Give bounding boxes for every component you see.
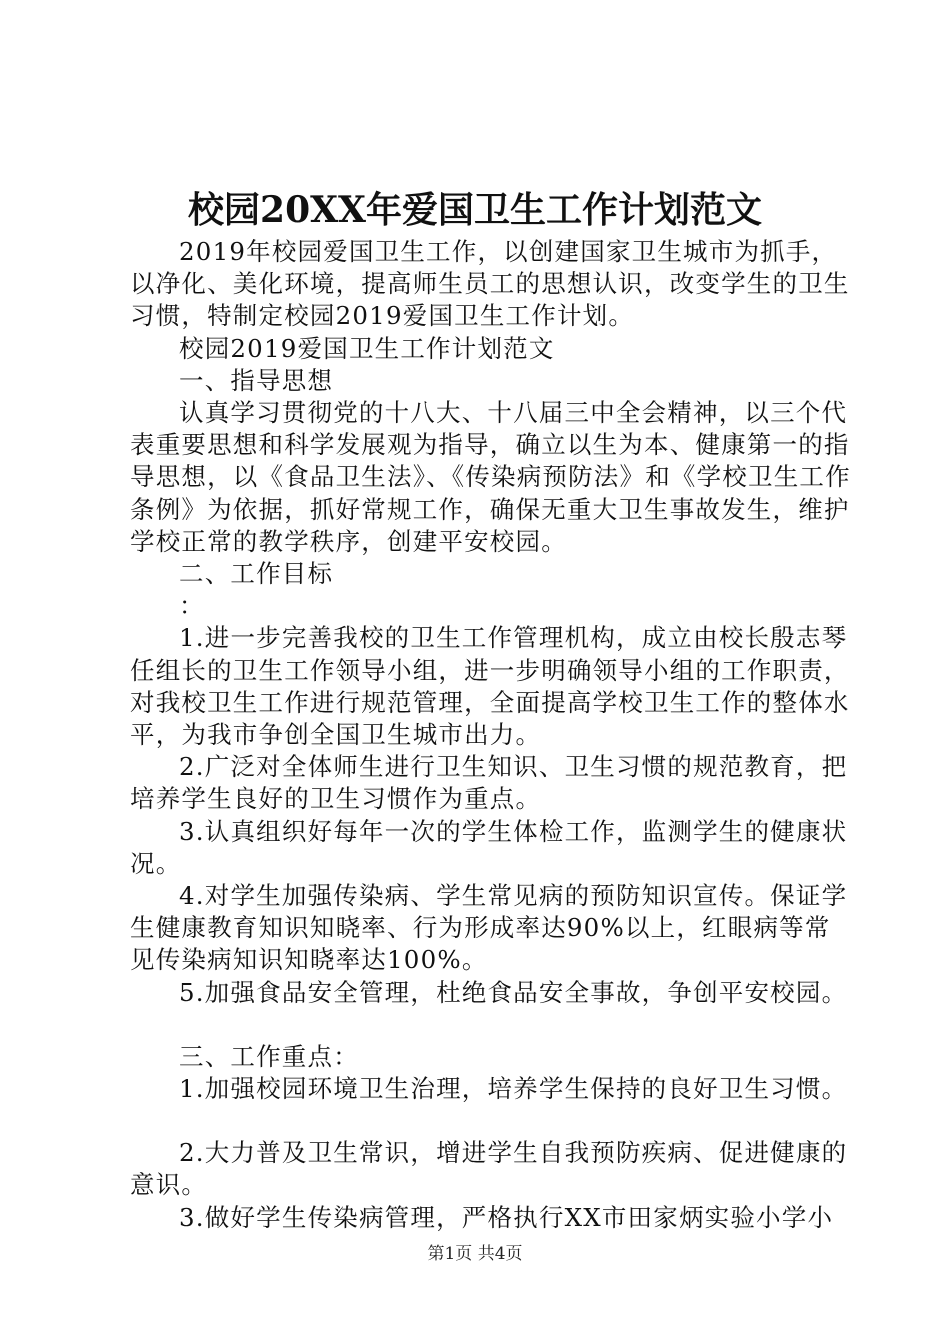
blank-line <box>130 1105 852 1137</box>
goal-item-4: 4.对学生加强传染病、学生常见病的预防知识宣传。保证学生健康教育知识知晓率、行为形成率达90%以上，红眼病等常见传染病知识知晓率达100%。 <box>130 881 848 975</box>
section-heading-3: 三、工作重点： <box>179 1041 359 1071</box>
paragraph-intro: 2019年校园爱国卫生工作，以创建国家卫生城市为抓手，以净化、美化环境，提高师生员工的思想认识，改变学生的卫生习惯，特制定校园2019爱国卫生工作计划。 <box>130 237 850 331</box>
section-heading-2: 二、工作目标 <box>179 559 334 589</box>
paragraph-colon: ： <box>179 591 205 621</box>
goal-item-2: 2.广泛对全体师生进行卫生知识、卫生习惯的规范教育，把培养学生良好的卫生习惯作为重点。 <box>130 752 848 814</box>
document-body <box>130 236 852 1234</box>
focus-item-2: 2.大力普及卫生常识，增进学生自我预防疾病、促进健康的意识。 <box>130 1138 848 1200</box>
paragraph-subtitle: 校园2019爱国卫生工作计划范文 <box>179 333 555 363</box>
goal-item-5: 5.加强食品安全管理，杜绝食品安全事故，争创平安校园。 <box>179 977 848 1007</box>
focus-item-1: 1.加强校园环境卫生治理，培养学生保持的良好卫生习惯。 <box>179 1074 848 1104</box>
page-number: 第1页 共4页 <box>427 1244 523 1264</box>
paragraph-guiding-ideology: 认真学习贯彻党的十八大、十八届三中全会精神，以三个代表重要思想和科学发展观为指导，确立以生为本、健康第一的指导思想，以《食品卫生法》、《传染病预防法》和《学校卫生工作条例》为依据，抓好常规工作，确保无重大卫生事故发生，维护学校正常的教学秩序，创建平安校园。 <box>130 398 851 556</box>
blank-line <box>130 1009 852 1041</box>
goal-item-3: 3.认真组织好每年一次的学生体检工作，监测学生的健康状况。 <box>130 816 848 878</box>
focus-item-3: 3.做好学生传染病管理，严格执行XX市田家炳实验小学小 <box>179 1202 834 1232</box>
section-heading-1: 一、指导思想 <box>179 365 334 395</box>
document-title: 校园20XX年爱国卫生工作计划范文 <box>188 189 762 231</box>
goal-item-1: 1.进一步完善我校的卫生工作管理机构，成立由校长殷志琴任组长的卫生工作领导小组，进一步明确领导小组的工作职责，对我校卫生工作进行规范管理，全面提高学校卫生工作的整体水平，为我市争创全国卫生城市出力。 <box>130 623 850 750</box>
